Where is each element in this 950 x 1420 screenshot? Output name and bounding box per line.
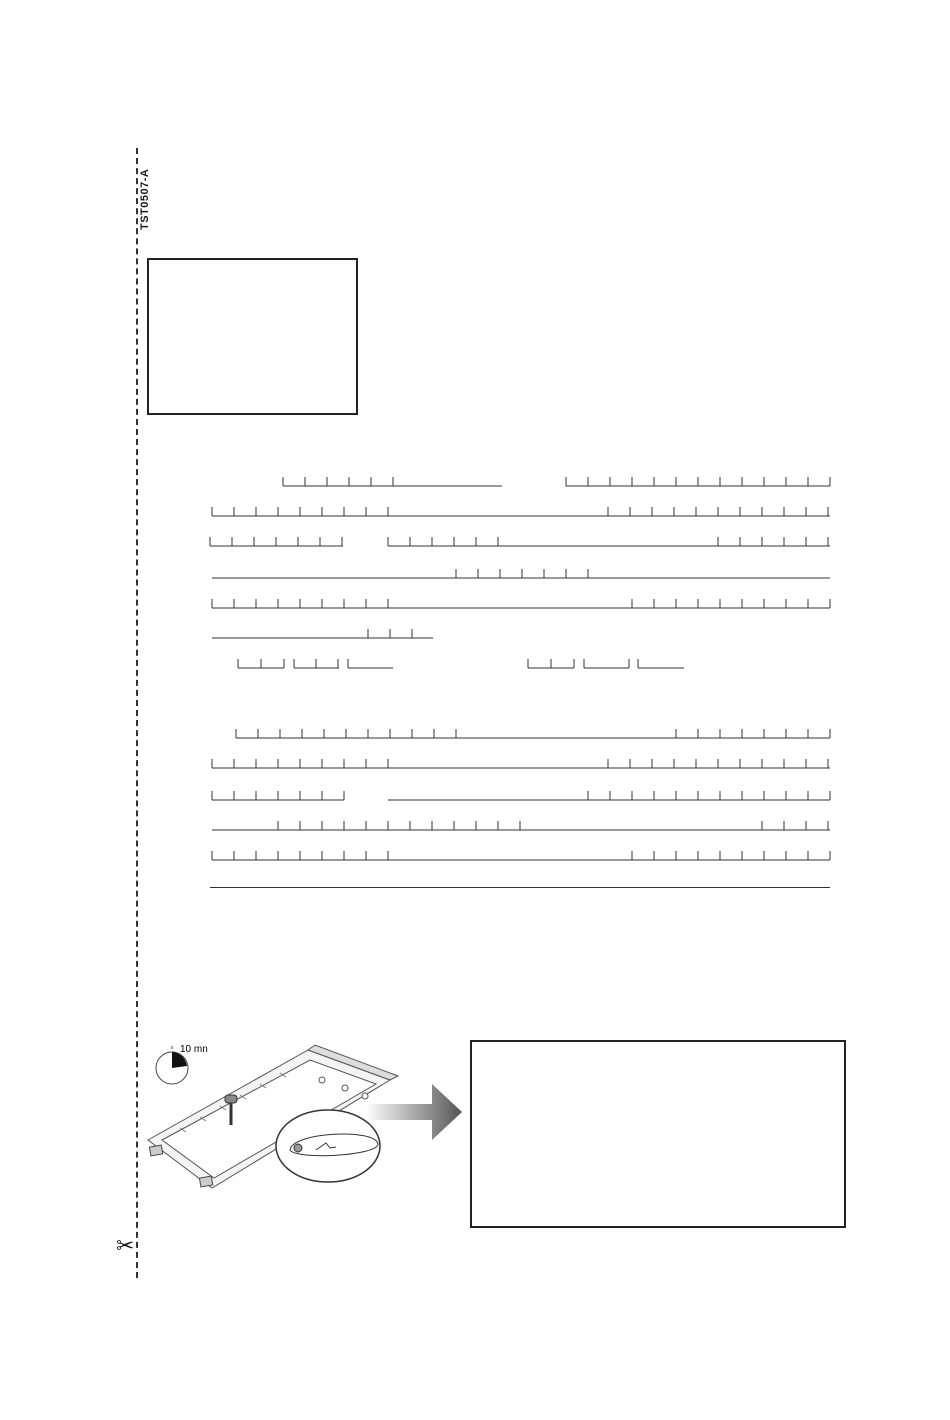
form-footer-rule (210, 887, 830, 888)
scissors-icon: ✂ (116, 1233, 135, 1258)
timer-label: 10 mn (180, 1044, 208, 1055)
info-box (470, 1040, 846, 1228)
pool-skimmer-illustration (140, 1040, 470, 1200)
document-reference: TST0507-A (139, 168, 151, 230)
right-arrow-icon (366, 1084, 462, 1140)
